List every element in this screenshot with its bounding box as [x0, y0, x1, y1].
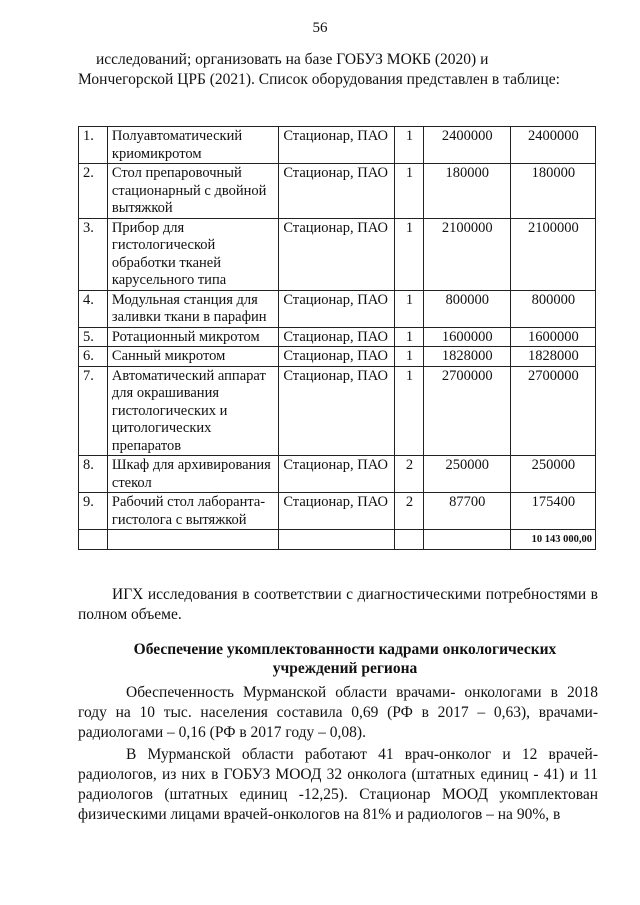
equipment-location: Стационар, ПАО [279, 127, 395, 164]
equipment-name: Ротационный микротом [107, 327, 278, 347]
equipment-location: Стационар, ПАО [279, 327, 395, 347]
empty-cell [279, 530, 395, 550]
empty-cell [395, 530, 424, 550]
table-row [79, 290, 596, 327]
equipment-quantity: 1 [395, 347, 424, 367]
equipment-location: Стационар, ПАО [279, 366, 395, 456]
equipment-name: Автоматический аппарат для окрашивания гистологических и цитологических препаратов [107, 366, 278, 456]
table-row [79, 493, 596, 530]
equipment-price: 2100000 [423, 218, 510, 290]
equipment-name: Стол препаровочный стационарный с двойной вытяжкой [107, 164, 278, 219]
equipment-name: Санный микротом [107, 347, 278, 367]
row-number: 5. [79, 327, 108, 347]
equipment-price: 800000 [423, 290, 510, 327]
equipment-price: 87700 [423, 493, 510, 530]
equipment-sum: 250000 [510, 456, 595, 493]
paragraph-staffing-details: В Мурманской области работают 41 врач-онколог и 12 врачей-радиологов, из них в ГОБУЗ МООД 32 онколога (штатных единиц - 41) и 11 радиологов (штатных единиц -12,25). Стационар МООД укомплектован физическими лицами врачей-онкологов на 81% и радиологов – на 90%, в [78, 746, 598, 823]
row-number: 7. [79, 366, 108, 456]
row-number: 8. [79, 456, 108, 493]
equipment-name: Рабочий стол лаборанта-гистолога с вытяжкой [107, 493, 278, 530]
equipment-name: Шкаф для архивирования стекол [107, 456, 278, 493]
equipment-quantity: 2 [395, 456, 424, 493]
equipment-sum: 175400 [510, 493, 595, 530]
equipment-name: Прибор для гистологической обработки тканей карусельного типа [107, 218, 278, 290]
equipment-price: 2400000 [423, 127, 510, 164]
equipment-location: Стационар, ПАО [279, 218, 395, 290]
equipment-name: Модульная станция для заливки ткани в парафин [107, 290, 278, 327]
equipment-table [78, 126, 596, 550]
equipment-sum: 1828000 [510, 347, 595, 367]
row-number: 2. [79, 164, 108, 219]
equipment-quantity: 1 [395, 327, 424, 347]
table-row [79, 456, 596, 493]
equipment-price: 1828000 [423, 347, 510, 367]
equipment-quantity: 1 [395, 127, 424, 164]
equipment-sum: 2100000 [510, 218, 595, 290]
table-row [79, 218, 596, 290]
equipment-price: 2700000 [423, 366, 510, 456]
intro-paragraph [78, 50, 578, 90]
equipment-sum: 1600000 [510, 327, 595, 347]
equipment-table-body [79, 127, 596, 550]
table-total-row [79, 530, 596, 550]
empty-cell [79, 530, 108, 550]
paragraph-staffing-ratio: Обеспеченность Мурманской области врачами- онкологами в 2018 году на 10 тыс. населения составила 0,69 (РФ в 2017 – 0,63), врачами-радиологами – 0,16 (РФ в 2017 году – 0,08). [78, 684, 598, 741]
equipment-price: 180000 [423, 164, 510, 219]
equipment-quantity: 1 [395, 164, 424, 219]
equipment-location: Стационар, ПАО [279, 493, 395, 530]
equipment-quantity: 1 [395, 218, 424, 290]
row-number: 3. [79, 218, 108, 290]
table-row [79, 127, 596, 164]
equipment-sum: 2400000 [510, 127, 595, 164]
after-table-text: ИГХ исследования в соответствии с диагностическими потребностями в полном объеме. [78, 586, 598, 623]
equipment-quantity: 2 [395, 493, 424, 530]
equipment-price: 1600000 [423, 327, 510, 347]
table-row [79, 347, 596, 367]
empty-cell [107, 530, 278, 550]
equipment-price: 250000 [423, 456, 510, 493]
equipment-sum: 180000 [510, 164, 595, 219]
equipment-location: Стационар, ПАО [279, 347, 395, 367]
row-number: 4. [79, 290, 108, 327]
equipment-location: Стационар, ПАО [279, 456, 395, 493]
section-heading: Обеспечение укомплектованности кадрами онкологических учреждений региона [133, 641, 557, 677]
equipment-name: Полуавтоматический криомикротом [107, 127, 278, 164]
row-number: 1. [79, 127, 108, 164]
equipment-sum: 2700000 [510, 366, 595, 456]
page-number: 56 [312, 20, 328, 36]
table-row [79, 366, 596, 456]
equipment-quantity: 1 [395, 366, 424, 456]
equipment-location: Стационар, ПАО [279, 290, 395, 327]
equipment-quantity: 1 [395, 290, 424, 327]
table-row [79, 327, 596, 347]
equipment-location: Стационар, ПАО [279, 164, 395, 219]
equipment-sum: 800000 [510, 290, 595, 327]
table-row [79, 164, 596, 219]
row-number: 6. [79, 347, 108, 367]
row-number: 9. [79, 493, 108, 530]
empty-cell [423, 530, 510, 550]
intro-text: исследований; организовать на базе ГОБУЗ МОКБ (2020) и Мончегорской ЦРБ (2021). Список оборудования представлен в таблице: [78, 51, 560, 88]
table-total: 10 143 000,00 [510, 530, 595, 550]
